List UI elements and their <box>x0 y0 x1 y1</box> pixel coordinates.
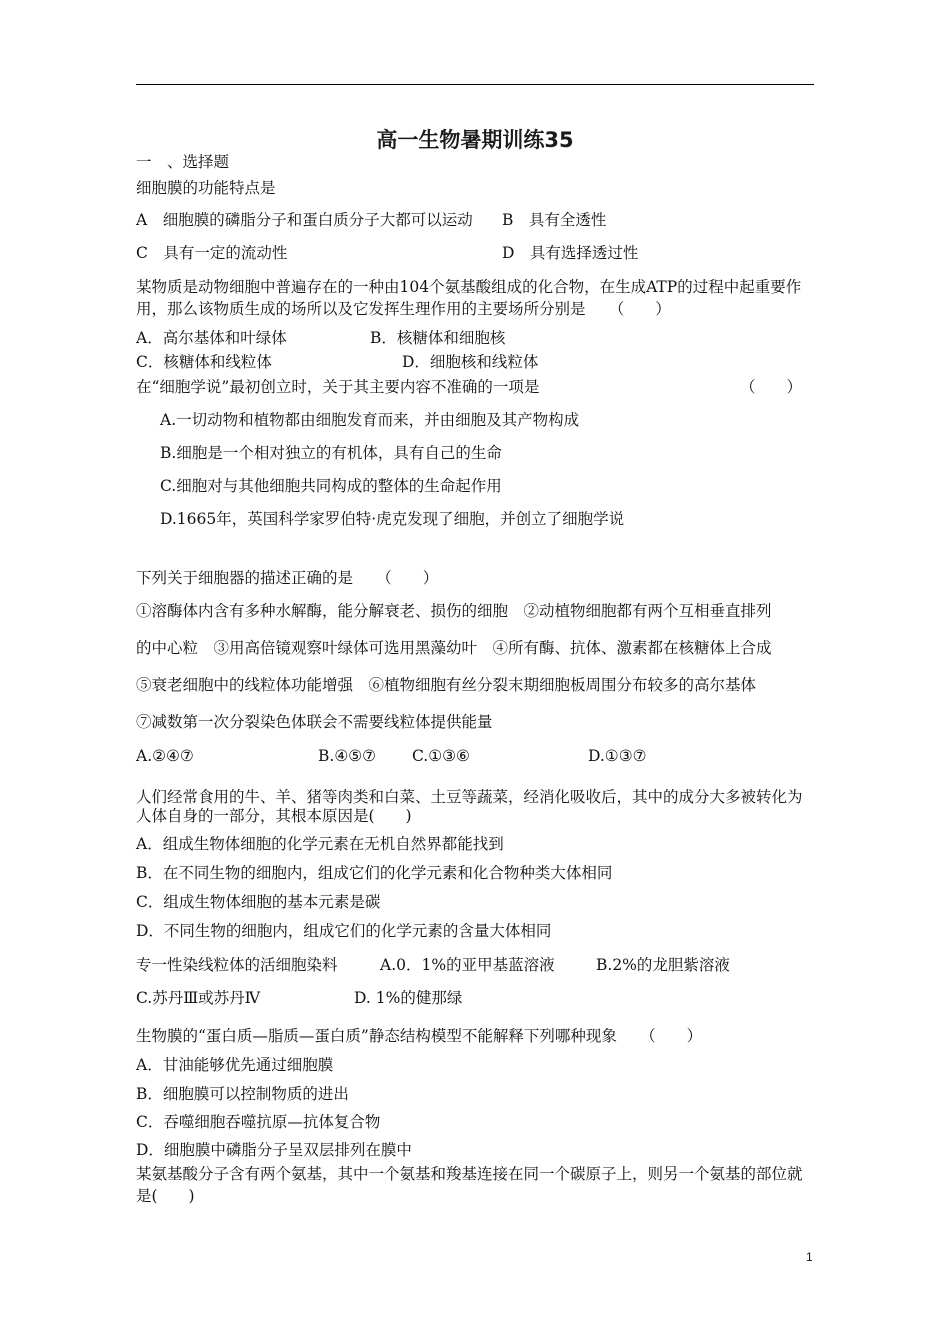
q1-stem: 细胞膜的功能特点是 <box>136 179 276 197</box>
header-rule <box>136 84 814 85</box>
q6-option-a: A.0．1%的亚甲基蓝溶液 <box>380 956 555 974</box>
q7-stem: 生物膜的“蛋白质—脂质—蛋白质”静态结构模型不能解释下列哪种现象 （ ） <box>136 1027 703 1045</box>
q4-option-a: A.②④⑦ <box>136 747 194 765</box>
q4-stem: 下列关于细胞器的描述正确的是 （ ） <box>136 569 439 587</box>
section-heading: 一 、选择题 <box>136 153 230 171</box>
q6-stem: 专一性染线粒体的活细胞染料 <box>136 956 338 974</box>
q6-option-b: B.2%的龙胆紫溶液 <box>596 956 730 974</box>
q5-option-c: C．组成生物体细胞的基本元素是碳 <box>136 893 381 911</box>
q8-stem: 某氨基酸分子含有两个氨基，其中一个氨基和羧基连接在同一个碳原子上，则另一个氨基的部位就是( ) <box>136 1165 803 1205</box>
q6-option-c: C.苏丹Ⅲ或苏丹Ⅳ <box>136 989 261 1007</box>
q4-option-d: D.①③⑦ <box>588 747 647 765</box>
q5-stem: 人们经常食用的牛、羊、猪等肉类和白菜、土豆等蔬菜，经消化吸收后，其中的成分大多被转化为人体自身的一部分，其根本原因是( ) <box>136 788 803 825</box>
q3-option-b: B.细胞是一个相对独立的有机体，具有自己的生命 <box>160 444 502 462</box>
q2-option-b: B．核糖体和细胞核 <box>370 329 506 347</box>
q6-option-d: D. 1%的健那绿 <box>354 989 463 1007</box>
q4-statement-line-3: ⑤衰老细胞中的线粒体功能增强 ⑥植物细胞有丝分裂末期细胞板周围分布较多的高尔基体 <box>136 676 757 694</box>
q7-option-b: B．细胞膜可以控制物质的进出 <box>136 1085 349 1103</box>
q3-answer-paren: （ ） <box>740 378 803 396</box>
q4-statement-line-4: ⑦减数第一次分裂染色体联会不需要线粒体提供能量 <box>136 713 493 731</box>
q1-option-d: D 具有选择透过性 <box>502 244 639 262</box>
q7-option-c: C．吞噬细胞吞噬抗原—抗体复合物 <box>136 1113 381 1131</box>
q2-option-a: A．高尔基体和叶绿体 <box>136 329 287 347</box>
q1-option-b: B 具有全透性 <box>502 211 607 229</box>
q1-option-c: C 具有一定的流动性 <box>136 244 288 262</box>
q3-option-c: C.细胞对与其他细胞共同构成的整体的生命起作用 <box>160 477 502 495</box>
q4-option-b: B.④⑤⑦ <box>318 747 377 765</box>
page-number: 1 <box>806 1250 813 1264</box>
q2-stem: 某物质是动物细胞中普遍存在的一种由104个氨基酸组成的化合物，在生成ATP的过程中起重要作用，那么该物质生成的场所以及它发挥生理作用的主要场所分别是 （ ） <box>136 278 802 318</box>
q4-statement-line-1: ①溶酶体内含有多种水解酶，能分解衰老、损伤的细胞 ②动植物细胞都有两个互相垂直排列 <box>136 602 772 620</box>
q3-stem: 在“细胞学说”最初创立时，关于其主要内容不准确的一项是 <box>136 378 540 396</box>
q2-option-c: C．核糖体和线粒体 <box>136 353 272 371</box>
q5-option-d: D．不同生物的细胞内，组成它们的化学元素的含量大体相同 <box>136 922 552 940</box>
q7-option-a: A．甘油能够优先通过细胞膜 <box>136 1056 334 1074</box>
q2-option-d: D．细胞核和线粒体 <box>402 353 539 371</box>
q4-option-c: C.①③⑥ <box>412 747 470 765</box>
q3-option-a: A.一切动物和植物都由细胞发育而来，并由细胞及其产物构成 <box>160 411 580 429</box>
page-title: 高一生物暑期训练35 <box>376 128 574 152</box>
q5-option-a: A．组成生物体细胞的化学元素在无机自然界都能找到 <box>136 835 504 853</box>
q3-option-d: D.1665年，英国科学家罗伯特·虎克发现了细胞，并创立了细胞学说 <box>160 510 625 528</box>
q5-option-b: B．在不同生物的细胞内，组成它们的化学元素和化合物种类大体相同 <box>136 864 613 882</box>
q4-statement-line-2: 的中心粒 ③用高倍镜观察叶绿体可选用黑藻幼叶 ④所有酶、抗体、激素都在核糖体上合成 <box>136 639 772 657</box>
q1-option-a: A 细胞膜的磷脂分子和蛋白质分子大都可以运动 <box>136 211 473 229</box>
q7-option-d: D．细胞膜中磷脂分子呈双层排列在膜中 <box>136 1141 412 1159</box>
